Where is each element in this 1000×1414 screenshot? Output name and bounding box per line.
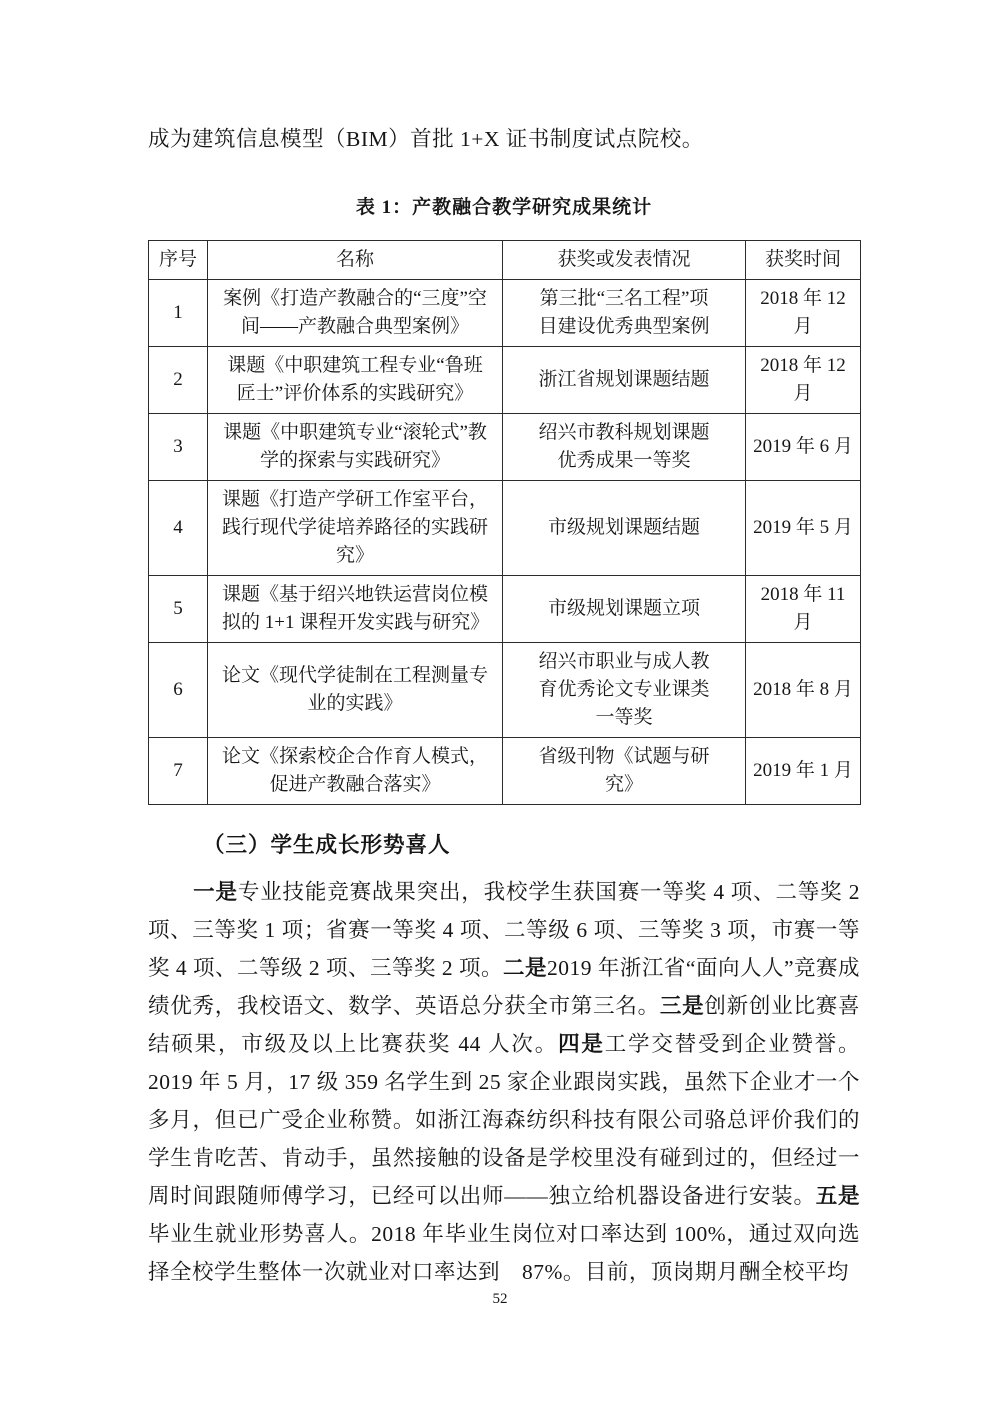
table-cell: 6	[149, 643, 208, 738]
table-cell: 浙江省规划课题结题	[503, 347, 746, 414]
page-content	[148, 124, 860, 1291]
table-cell: 绍兴市教科规划课题优秀成果一等奖	[503, 414, 746, 481]
table-row	[149, 481, 861, 576]
column-header: 序号	[149, 241, 208, 280]
table-cell: 3	[149, 414, 208, 481]
paragraph-text-run: 毕业生就业形势喜人。2018 年毕业生岗位对口率达到 100%，通过双向选择全校学生整体一次就业对口率达到 87%。目前，顶岗期月酬全校平均	[148, 1222, 860, 1285]
paragraph-bold-run: 五是	[815, 1184, 860, 1209]
table-cell: 省级刊物《试题与研究》	[503, 738, 746, 805]
table-cell: 论文《探索校企合作育人模式，促进产教融合落实》	[208, 738, 503, 805]
table-cell: 课题《中职建筑工程专业“鲁班匠士”评价体系的实践研究》	[208, 347, 503, 414]
column-header: 名称	[208, 241, 503, 280]
table-cell: 2019 年 6 月	[746, 414, 861, 481]
intro-text: 成为建筑信息模型（BIM）首批 1+X 证书制度试点院校。	[148, 127, 704, 151]
table-cell: 课题《中职建筑专业“滚轮式”教学的探索与实践研究》	[208, 414, 503, 481]
table-cell: 第三批“三名工程”项目建设优秀典型案例	[503, 280, 746, 347]
paragraph-text-run: 专业技能竞赛战果突出，我校学生获国赛一等奖 4 项、二等奖 2 项、三等奖 1 项；省赛一等奖 4 项、二等级 6 项、三等奖 3 项，市赛一等奖 4 项、二等级 2 项、三等奖 2 项。	[148, 880, 860, 981]
table-cell: 课题《基于绍兴地铁运营岗位模拟的 1+1 课程开发实践与研究》	[208, 576, 503, 643]
table-row	[149, 643, 861, 738]
section-heading: （三）学生成长形势喜人	[203, 833, 451, 858]
table-cell: 4	[149, 481, 208, 576]
table-row	[149, 280, 861, 347]
table-cell: 案例《打造产教融合的“三度”空间——产教融合典型案例》	[208, 280, 503, 347]
table-cell: 7	[149, 738, 208, 805]
table-row	[149, 738, 861, 805]
results-table	[148, 240, 861, 805]
table-row	[149, 347, 861, 414]
table-cell: 2018 年 12 月	[746, 280, 861, 347]
results-table-body	[149, 280, 861, 805]
paragraph-text-run: 工学交替受到企业赞誉。2019 年 5 月，17 级 359 名学生到 25 家企业跟岗实践，虽然下企业才一个多月，但已广受企业称赞。如浙江海森纺织科技有限公司骆总评价我们的学生肯吃苦、肯动手，虽然接触的设备是学校里没有碰到过的，但经过一周时间跟随师傅学习，已经可以出师——独立给机器设备进行安装。	[148, 1032, 860, 1209]
body-paragraph	[148, 873, 860, 1291]
table-cell: 1	[149, 280, 208, 347]
table-cell: 5	[149, 576, 208, 643]
paragraph-bold-run: 一是	[193, 880, 238, 905]
table-cell: 2018 年 12 月	[746, 347, 861, 414]
table-cell: 市级规划课题立项	[503, 576, 746, 643]
paragraph-bold-run: 二是	[503, 956, 548, 981]
table-cell: 2018 年 11 月	[746, 576, 861, 643]
column-header: 获奖或发表情况	[503, 241, 746, 280]
table-row	[149, 576, 861, 643]
table-title: 表 1：产教融合教学研究成果统计	[355, 197, 653, 219]
paragraph-bold-run: 三是	[659, 994, 705, 1019]
page-number: 52	[492, 1291, 508, 1307]
table-row	[149, 414, 861, 481]
table-cell: 市级规划课题结题	[503, 481, 746, 576]
table-cell: 2019 年 5 月	[746, 481, 861, 576]
paragraph-bold-run: 四是	[558, 1032, 605, 1057]
table-header-row	[149, 241, 861, 280]
column-header: 获奖时间	[746, 241, 861, 280]
paragraph-text-run: 2019 年浙江省“面向人人”竞赛成绩优秀，我校语文、数学、英语总分获全市第三名。	[148, 956, 860, 1019]
table-cell: 绍兴市职业与成人教育优秀论文专业课类一等奖	[503, 643, 746, 738]
table-cell: 课题《打造产学研工作室平台，践行现代学徒培养路径的实践研究》	[208, 481, 503, 576]
table-cell: 论文《现代学徒制在工程测量专业的实践》	[208, 643, 503, 738]
paragraph-text-run: 创新创业比赛喜结硕果，市级及以上比赛获奖 44 人次。	[148, 994, 860, 1057]
table-cell: 2	[149, 347, 208, 414]
table-cell: 2018 年 8 月	[746, 643, 861, 738]
table-cell: 2019 年 1 月	[746, 738, 861, 805]
